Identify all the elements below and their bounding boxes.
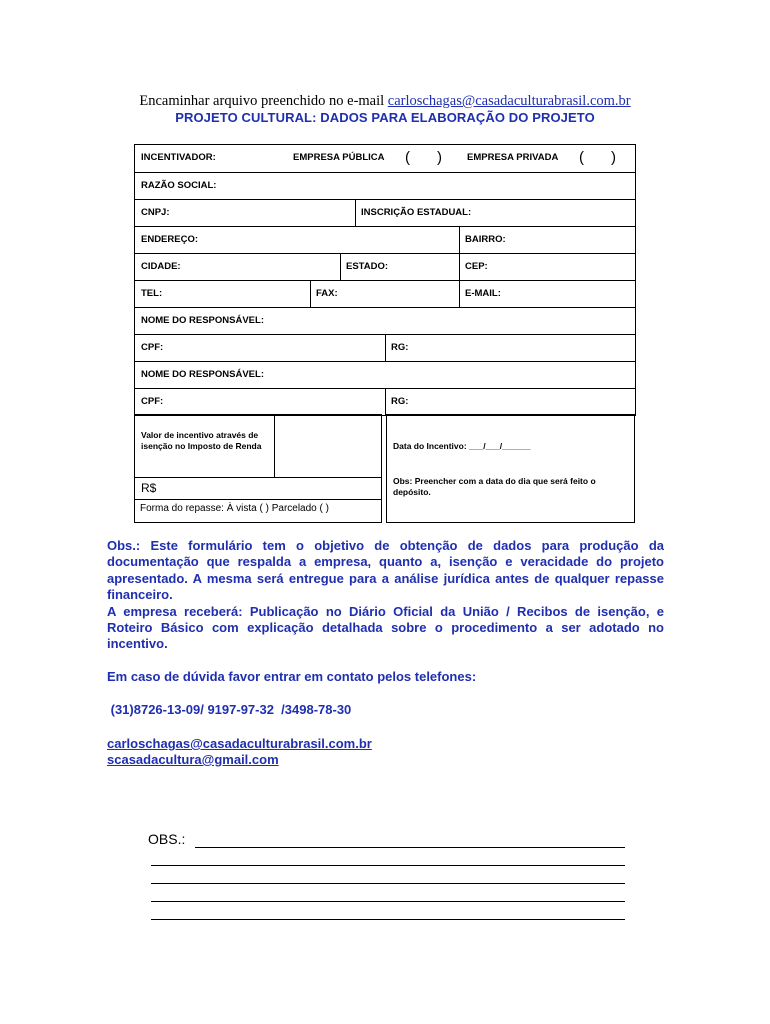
- currency-field[interactable]: R$: [141, 481, 157, 495]
- company-data-form: [134, 144, 636, 416]
- cidade-field[interactable]: CIDADE:: [141, 261, 181, 272]
- empresa-publica-checkbox-close[interactable]: ): [437, 149, 442, 166]
- row-tel: [135, 281, 635, 308]
- instruction-text: Encaminhar arquivo preenchido no e-mail: [139, 93, 388, 109]
- row-responsavel-1: [135, 308, 635, 335]
- obs-line[interactable]: [151, 883, 625, 884]
- cpf-2-field[interactable]: CPF:: [141, 396, 164, 407]
- obs-paragraph-2: A empresa receberá: Publicação no Diário Oficial da União / Recibos de isenção, e Roteiro Básico com explicação detalhada sobre o procedimento a ser adotado no incentivo.: [107, 603, 664, 652]
- empresa-publica-checkbox-open[interactable]: (: [405, 149, 410, 166]
- deposit-note: Obs: Preencher com a data do dia que será feito o depósito.: [393, 476, 596, 497]
- razao-social-field[interactable]: RAZÃO SOCIAL:: [141, 180, 217, 191]
- rg-1-field[interactable]: RG:: [391, 342, 409, 353]
- obs-line[interactable]: [151, 919, 625, 920]
- obs-line[interactable]: [151, 901, 625, 902]
- incentive-date-field[interactable]: Data do Incentivo: ___/___/______: [393, 441, 531, 451]
- empresa-publica-label: EMPRESA PÚBLICA: [293, 152, 385, 163]
- tel-field[interactable]: TEL:: [141, 288, 163, 299]
- repasse-options[interactable]: Forma do repasse: À vista ( ) Parcelado ( ): [140, 503, 329, 514]
- row-incentivador: [135, 145, 635, 173]
- incentive-value-box: [134, 414, 382, 523]
- responsavel-2-field[interactable]: NOME DO RESPONSÁVEL:: [141, 369, 264, 380]
- header-email-link[interactable]: carloschagas@casadaculturabrasil.com.br: [387, 93, 631, 109]
- obs-line[interactable]: [151, 865, 625, 866]
- estado-field[interactable]: ESTADO:: [346, 261, 389, 272]
- divider: [274, 415, 275, 477]
- observations-text: [107, 538, 664, 653]
- row-cidade: [135, 254, 635, 281]
- divider: [135, 499, 381, 500]
- submission-instruction: [0, 93, 770, 110]
- doubt-text: Em caso de dúvida favor entrar em contato pelos telefones:: [107, 669, 477, 684]
- incentive-date-box: [386, 414, 635, 523]
- fax-field[interactable]: FAX:: [316, 288, 338, 299]
- cnpj-field[interactable]: CNPJ:: [141, 207, 170, 218]
- divider: [135, 477, 381, 478]
- row-cpf-2: [135, 389, 635, 416]
- contact-email-link-2[interactable]: scasadacultura@gmail.com: [107, 752, 279, 767]
- row-endereco: [135, 227, 635, 254]
- contact-email-link-1[interactable]: carloschagas@casadaculturabrasil.com.br: [107, 736, 372, 751]
- rg-2-field[interactable]: RG:: [391, 396, 409, 407]
- obs-line[interactable]: [195, 847, 625, 848]
- bairro-field[interactable]: BAIRRO:: [465, 234, 506, 245]
- cep-field[interactable]: CEP:: [465, 261, 488, 272]
- page-title: PROJETO CULTURAL: DADOS PARA ELABORAÇÃO DO PROJETO: [175, 110, 595, 125]
- empresa-privada-checkbox-close[interactable]: ): [611, 149, 616, 166]
- email-field[interactable]: E-MAIL:: [465, 288, 501, 299]
- cpf-1-field[interactable]: CPF:: [141, 342, 164, 353]
- empresa-privada-checkbox-open[interactable]: (: [579, 149, 584, 166]
- row-responsavel-2: [135, 362, 635, 389]
- responsavel-1-field[interactable]: NOME DO RESPONSÁVEL:: [141, 315, 264, 326]
- empresa-privada-label: EMPRESA PRIVADA: [467, 152, 559, 163]
- incentivador-label: INCENTIVADOR:: [141, 152, 216, 163]
- phone-numbers: (31)8726-13-09/ 9197-97-32 /3498-78-30: [107, 702, 352, 717]
- endereco-field[interactable]: ENDEREÇO:: [141, 234, 199, 245]
- inscricao-estadual-field[interactable]: INSCRIÇÃO ESTADUAL:: [361, 207, 472, 218]
- obs-paragraph-1: Obs.: Este formulário tem o objetivo de obtenção de dados para produção da documentação que respalda a empresa, quanto a, isenção e veracidade do projeto apresentado. A mesma será entregue para a análise jurídica antes de qualquer repasse financeiro.: [107, 538, 664, 603]
- incentive-value-label: Valor de incentivo através de isenção no Imposto de Renda: [141, 430, 262, 451]
- row-cnpj: [135, 200, 635, 227]
- obs-label: OBS.:: [148, 831, 186, 847]
- row-cpf-1: [135, 335, 635, 362]
- row-razao-social: [135, 173, 635, 200]
